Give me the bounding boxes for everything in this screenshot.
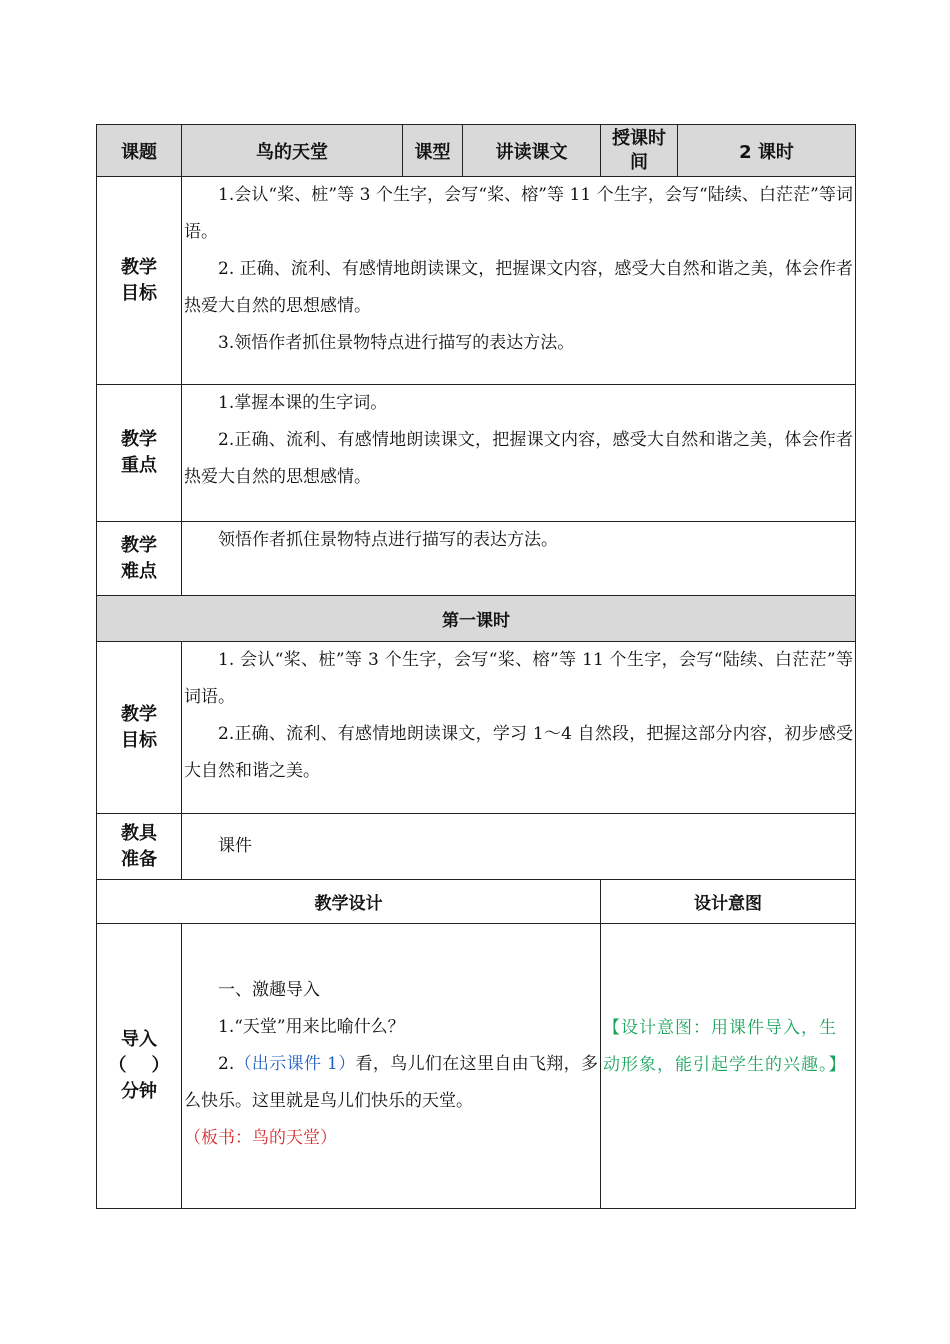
tools-label: 教具准备 — [97, 814, 182, 880]
type-value: 讲读课文 — [463, 125, 601, 177]
board-note: （板书：鸟的天堂） — [184, 1128, 337, 1148]
lesson1-title: 第一课时 — [97, 596, 856, 642]
objective-item-2: 2. 正确、流利、有感情地朗读课文，把握课文内容，感受大自然和谐之美，体会作者热爱大自然的思想感情。 — [184, 259, 853, 316]
lesson1-title-row — [97, 596, 856, 642]
lesson1-objectives-row — [97, 642, 856, 814]
intro-question-1: 1.“天堂”用来比喻什么？ — [218, 1017, 405, 1037]
intro-label-line2: （ ） — [108, 1055, 170, 1076]
objectives-label: 教学目标 — [97, 177, 182, 385]
intent-content: 【设计意图：用课件导入，生动形象，能引起学生的兴趣。】 — [601, 924, 856, 1209]
lesson1-objectives-content — [182, 642, 856, 814]
objective-item-1: 1.会认“桨、桩”等 3 个生字，会写“桨、榕”等 11 个生字，会写“陆续、白茫茫”等词语。 — [184, 185, 853, 242]
lesson-plan-table — [96, 124, 856, 1209]
intro-row — [97, 924, 856, 1209]
objectives-content — [182, 177, 856, 385]
key-points-label: 教学重点 — [97, 385, 182, 522]
difficulty-text: 领悟作者抓住景物特点进行描写的表达方法。 — [218, 530, 558, 550]
key-point-item-2: 2.正确、流利、有感情地朗读课文，把握课文内容，感受大自然和谐之美，体会作者热爱大自然的思想感情。 — [184, 430, 853, 487]
difficulties-row — [97, 522, 856, 596]
time-value: 2 课时 — [678, 125, 856, 177]
design-header-row — [97, 880, 856, 924]
courseware-note: （出示课件 1） — [234, 1054, 356, 1074]
lesson-plan-page — [96, 124, 855, 1209]
intro-label-line1: 导入 — [121, 1029, 157, 1050]
difficulties-content — [182, 522, 856, 596]
topic-value: 鸟的天堂 — [182, 125, 403, 177]
tools-row — [97, 814, 856, 880]
lesson1-objective-item-1: 1. 会认“桨、桩”等 3 个生字，会写“桨、榕”等 11 个生字，会写“陆续、白茫茫”等词语。 — [184, 650, 853, 707]
intro-label-line3: 分钟 — [121, 1081, 157, 1102]
type-label: 课型 — [403, 125, 463, 177]
difficulties-label: 教学难点 — [97, 522, 182, 596]
time-label: 授课时间 — [601, 125, 678, 177]
objective-item-3: 3.领悟作者抓住景物特点进行描写的表达方法。 — [218, 333, 575, 353]
header-row — [97, 125, 856, 177]
intent-column-header: 设计意图 — [601, 880, 856, 924]
tools-content — [182, 814, 856, 880]
intro-heading: 一、激趣导入 — [218, 980, 320, 1000]
key-point-item-1: 1.掌握本课的生字词。 — [218, 393, 388, 413]
intro-label — [97, 924, 182, 1209]
intro-content — [182, 924, 601, 1209]
key-points-content — [182, 385, 856, 522]
objectives-row — [97, 177, 856, 385]
intro-question-2: 2.（出示课件 1）看，鸟儿们在这里自由飞翔，多么快乐。这里就是鸟儿们快乐的天堂。 — [184, 1054, 598, 1111]
lesson1-objectives-label: 教学目标 — [97, 642, 182, 814]
key-points-row — [97, 385, 856, 522]
topic-label: 课题 — [97, 125, 182, 177]
design-column-header: 教学设计 — [97, 880, 601, 924]
tools-value: 课件 — [218, 836, 252, 856]
lesson1-objective-item-2: 2.正确、流利、有感情地朗读课文，学习 1～4 自然段，把握这部分内容，初步感受大自然和谐之美。 — [184, 724, 853, 781]
